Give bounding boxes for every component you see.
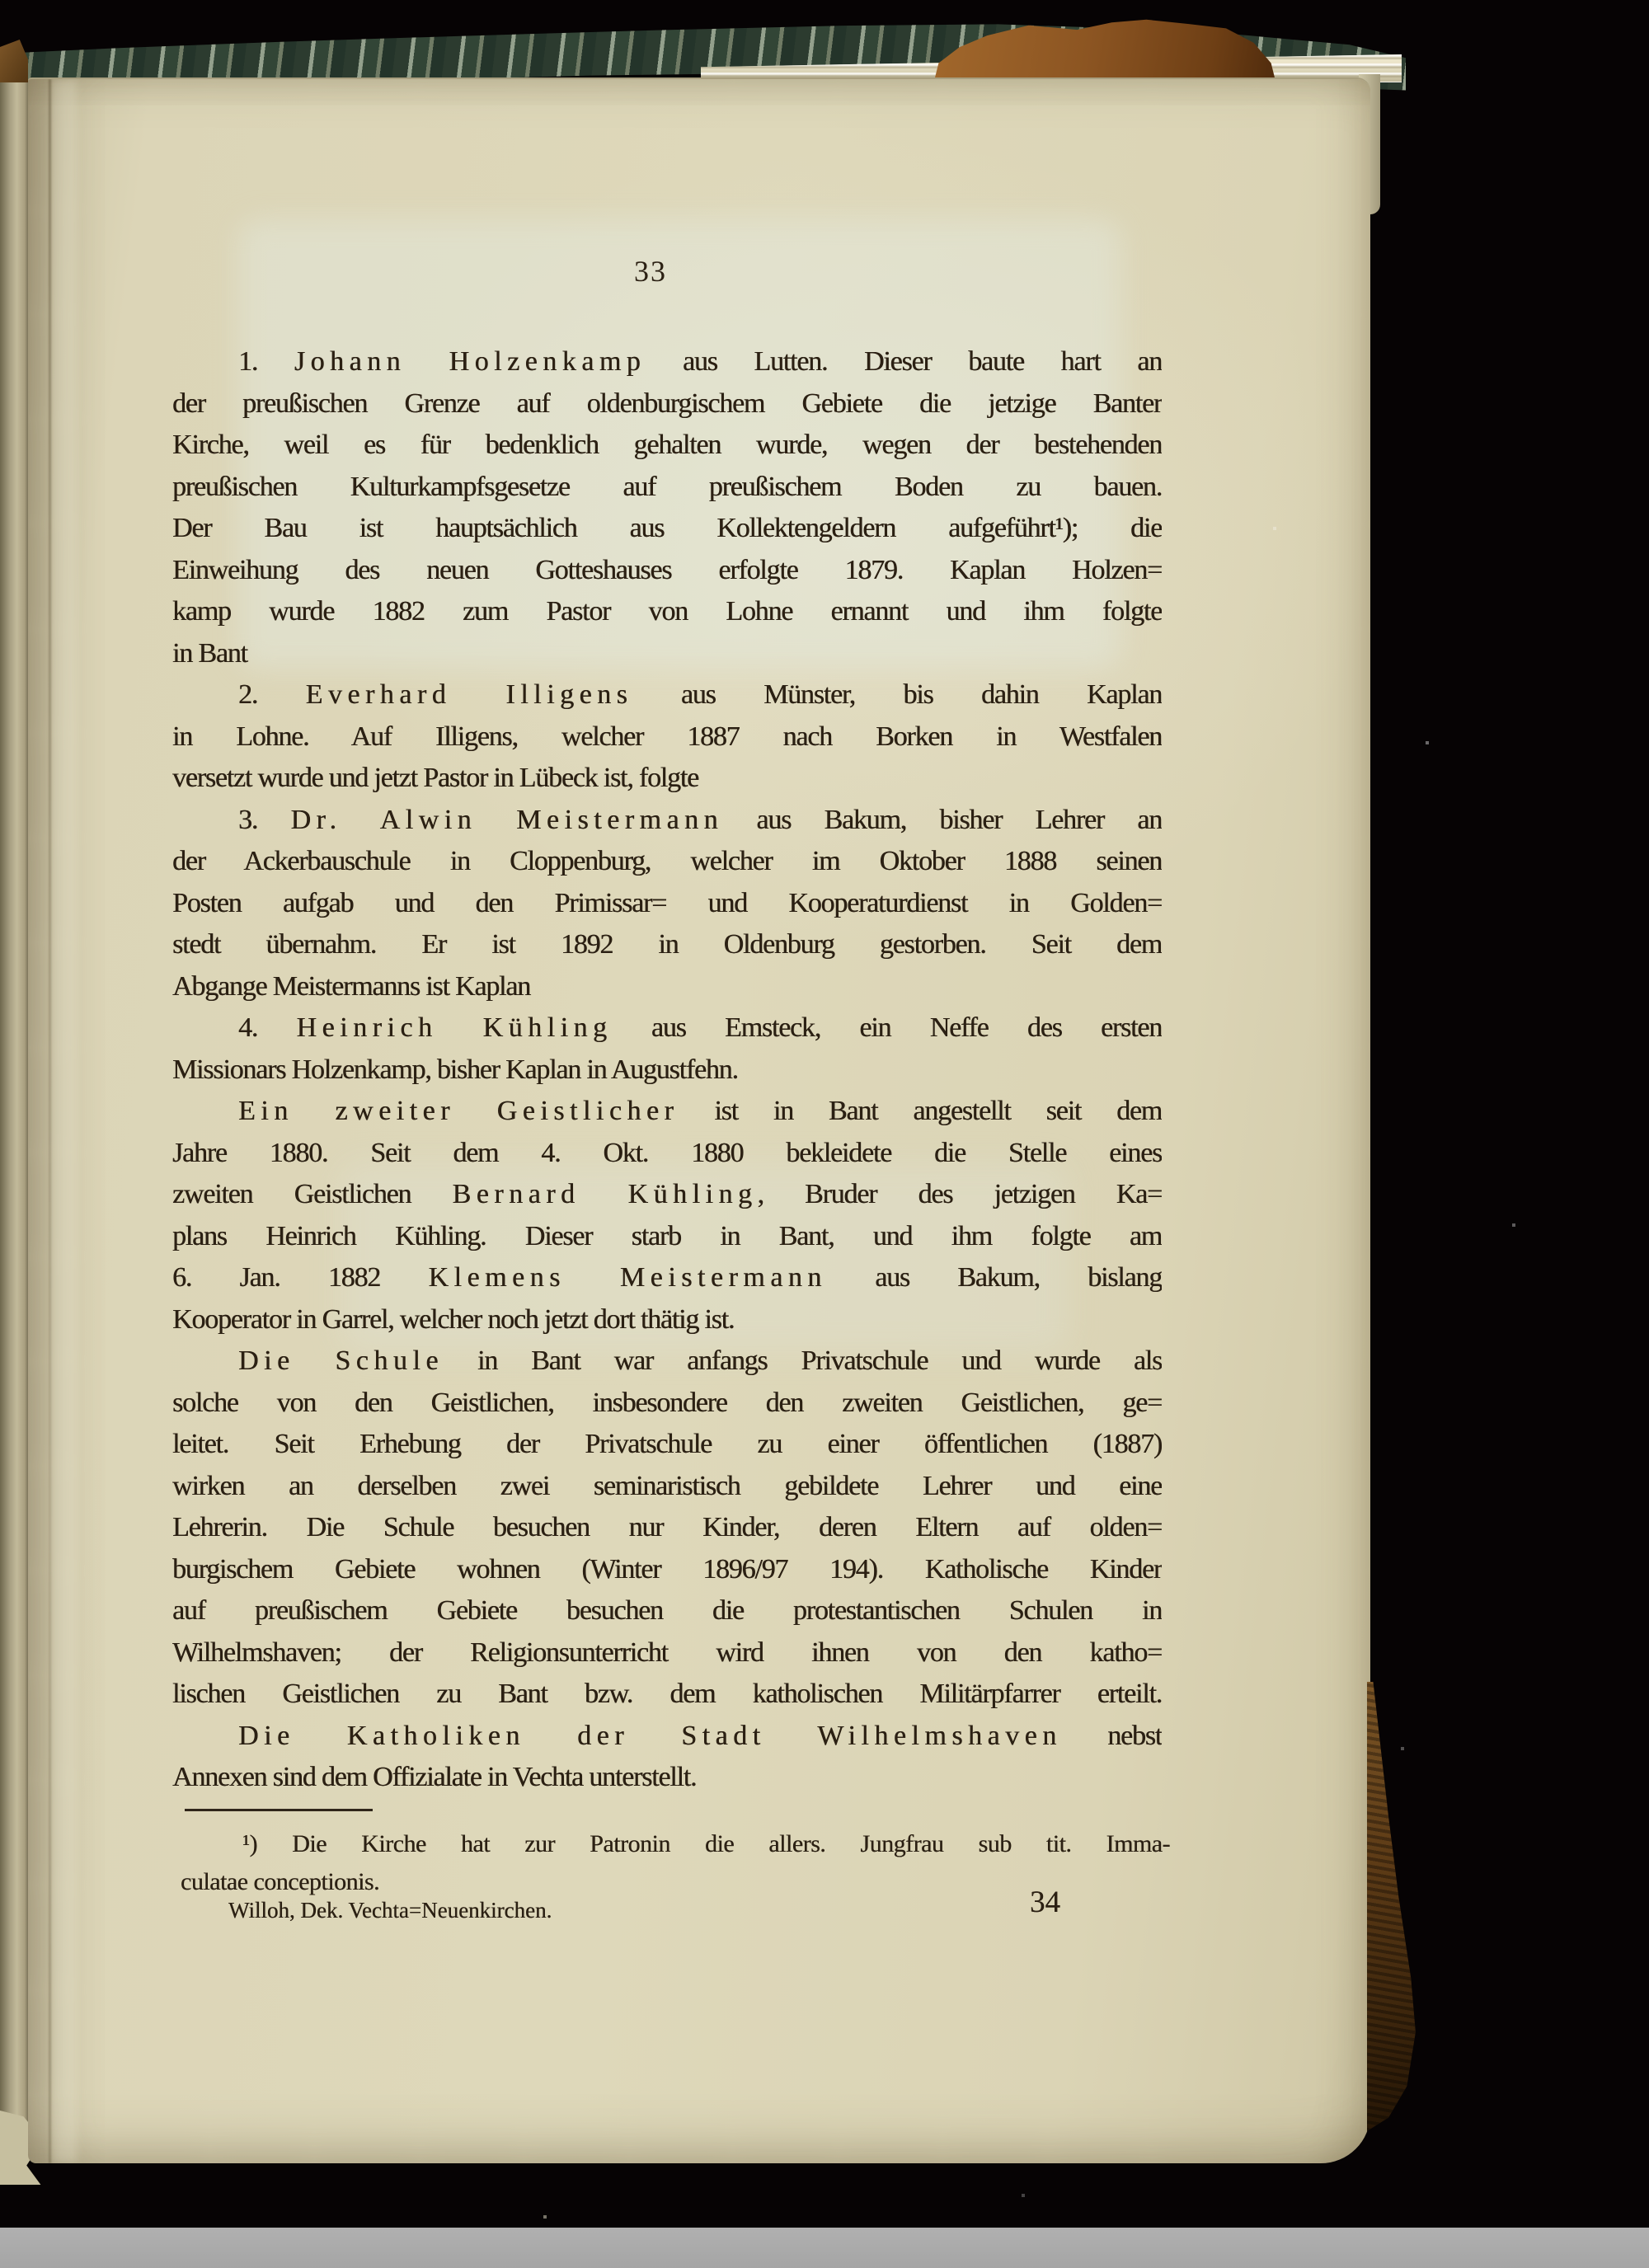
- body-line: der Ackerbauschule in Cloppenburg, welcher im Oktober 1888 seinen: [172, 846, 1162, 876]
- sheet-signature-number: 34: [1030, 1885, 1060, 1919]
- body-line: Die Schule in Bant war anfangs Privatschule und wurde als: [238, 1345, 1162, 1376]
- body-line: 3. Dr. Alwin Meistermann aus Bakum, bisher Lehrer an: [238, 804, 1162, 835]
- body-line: 2. Everhard Illigens aus Münster, bis dahin Kaplan: [238, 679, 1162, 710]
- body-line: versetzt wurde und jetzt Pastor in Lübeck ist, folgte: [172, 763, 698, 793]
- left-cover-fragment: [0, 40, 28, 89]
- footnote-line: ¹) Die Kirche hat zur Patronin die allers. Jungfrau sub tit. Imma-: [242, 1830, 1170, 1857]
- body-line: in Lohne. Auf Illigens, welcher 1887 nach Borken in Westfalen: [172, 721, 1162, 752]
- body-line: Die Katholiken der Stadt Wilhelmshaven nebst: [238, 1720, 1162, 1751]
- body-line: auf preußischem Gebiete besuchen die protestantischen Schulen in: [172, 1595, 1162, 1626]
- footnote-rule: [185, 1809, 373, 1811]
- book-cover-right-edge: [1367, 1682, 1418, 2131]
- body-line: Der Bau ist hauptsächlich aus Kollektengeldern aufgeführt¹); die: [172, 513, 1162, 543]
- body-line: 6. Jan. 1882 Klemens Meistermann aus Bakum, bislang: [172, 1262, 1162, 1293]
- body-line: Kirche, weil es für bedenklich gehalten wurde, wegen der bestehenden: [172, 430, 1162, 460]
- body-line: wirken an derselben zwei seminaristisch gebildete Lehrer und eine: [172, 1470, 1162, 1501]
- dust-specks: [0, 0, 2, 2]
- body-line: lischen Geistlichen zu Bant bzw. dem katholischen Militärpfarrer erteilt.: [172, 1679, 1162, 1709]
- body-line: 1. Johann Holzenkamp aus Lutten. Dieser baute hart an: [238, 346, 1162, 377]
- body-line: Annexen sind dem Offizialate in Vechta unterstellt.: [172, 1762, 697, 1792]
- gutter-highlight: [52, 79, 77, 2163]
- body-line: leitet. Seit Erhebung der Privatschule zu einer öffentlichen (1887): [172, 1429, 1162, 1459]
- body-line: Lehrerin. Die Schule besuchen nur Kinder, deren Eltern auf olden=: [172, 1512, 1162, 1543]
- book-page: [28, 77, 1370, 2163]
- adjacent-page-edge: [0, 82, 30, 2160]
- body-line: zweiten Geistlichen Bernard Kühling, Bruder des jetzigen Ka=: [172, 1179, 1162, 1209]
- body-line: Abgange Meistermanns ist Kaplan: [172, 970, 530, 1002]
- body-line: Wilhelmshaven; der Religionsunterricht wird ihnen von den katho=: [172, 1636, 1162, 1668]
- page-number: 33: [634, 255, 667, 288]
- body-line: in Bant: [172, 637, 247, 669]
- library-watermark-bar: [0, 2228, 1649, 2268]
- footnote: [181, 1825, 1170, 1901]
- body-line: der preußischen Grenze auf oldenburgischem Gebiete die jetzige Banter: [172, 387, 1162, 419]
- body-line: Posten aufgab und den Primissar= und Kooperaturdienst in Golden=: [172, 887, 1162, 918]
- body-line: preußischen Kulturkampfsgesetze auf preußischem Boden zu bauen.: [172, 471, 1162, 502]
- body-line: Missionars Holzenkamp, bisher Kaplan in Augustfehn.: [172, 1054, 738, 1085]
- body-text: [172, 341, 1162, 1799]
- body-line: Einweihung des neuen Gotteshauses erfolgte 1879. Kaplan Holzen=: [172, 554, 1162, 585]
- body-line: Ein zweiter Geistlicher ist in Bant angestellt seit dem: [238, 1096, 1162, 1126]
- footnote-line: culatae conceptionis.: [181, 1868, 380, 1895]
- running-signature: Willoh, Dek. Vechta=Neuenkirchen.: [228, 1898, 552, 1923]
- gutter-crease: [49, 79, 51, 2163]
- body-line: Kooperator in Garrel, welcher noch jetzt dort thätig ist.: [172, 1303, 735, 1335]
- body-line: 4. Heinrich Kühling aus Emsteck, ein Neffe des ersten: [238, 1012, 1162, 1043]
- body-line: solche von den Geistlichen, insbesondere den zweiten Geistlichen, ge=: [172, 1387, 1162, 1418]
- body-line: plans Heinrich Kühling. Dieser starb in Bant, und ihm folgte am: [172, 1220, 1162, 1251]
- body-line: burgischem Gebiete wohnen (Winter 1896/97 194). Katholische Kinder: [172, 1553, 1162, 1585]
- body-line: stedt übernahm. Er ist 1892 in Oldenburg gestorben. Seit dem: [172, 929, 1162, 960]
- body-line: Jahre 1880. Seit dem 4. Okt. 1880 bekleidete die Stelle eines: [172, 1137, 1162, 1168]
- body-line: kamp wurde 1882 zum Pastor von Lohne ernannt und ihm folgte: [172, 596, 1162, 627]
